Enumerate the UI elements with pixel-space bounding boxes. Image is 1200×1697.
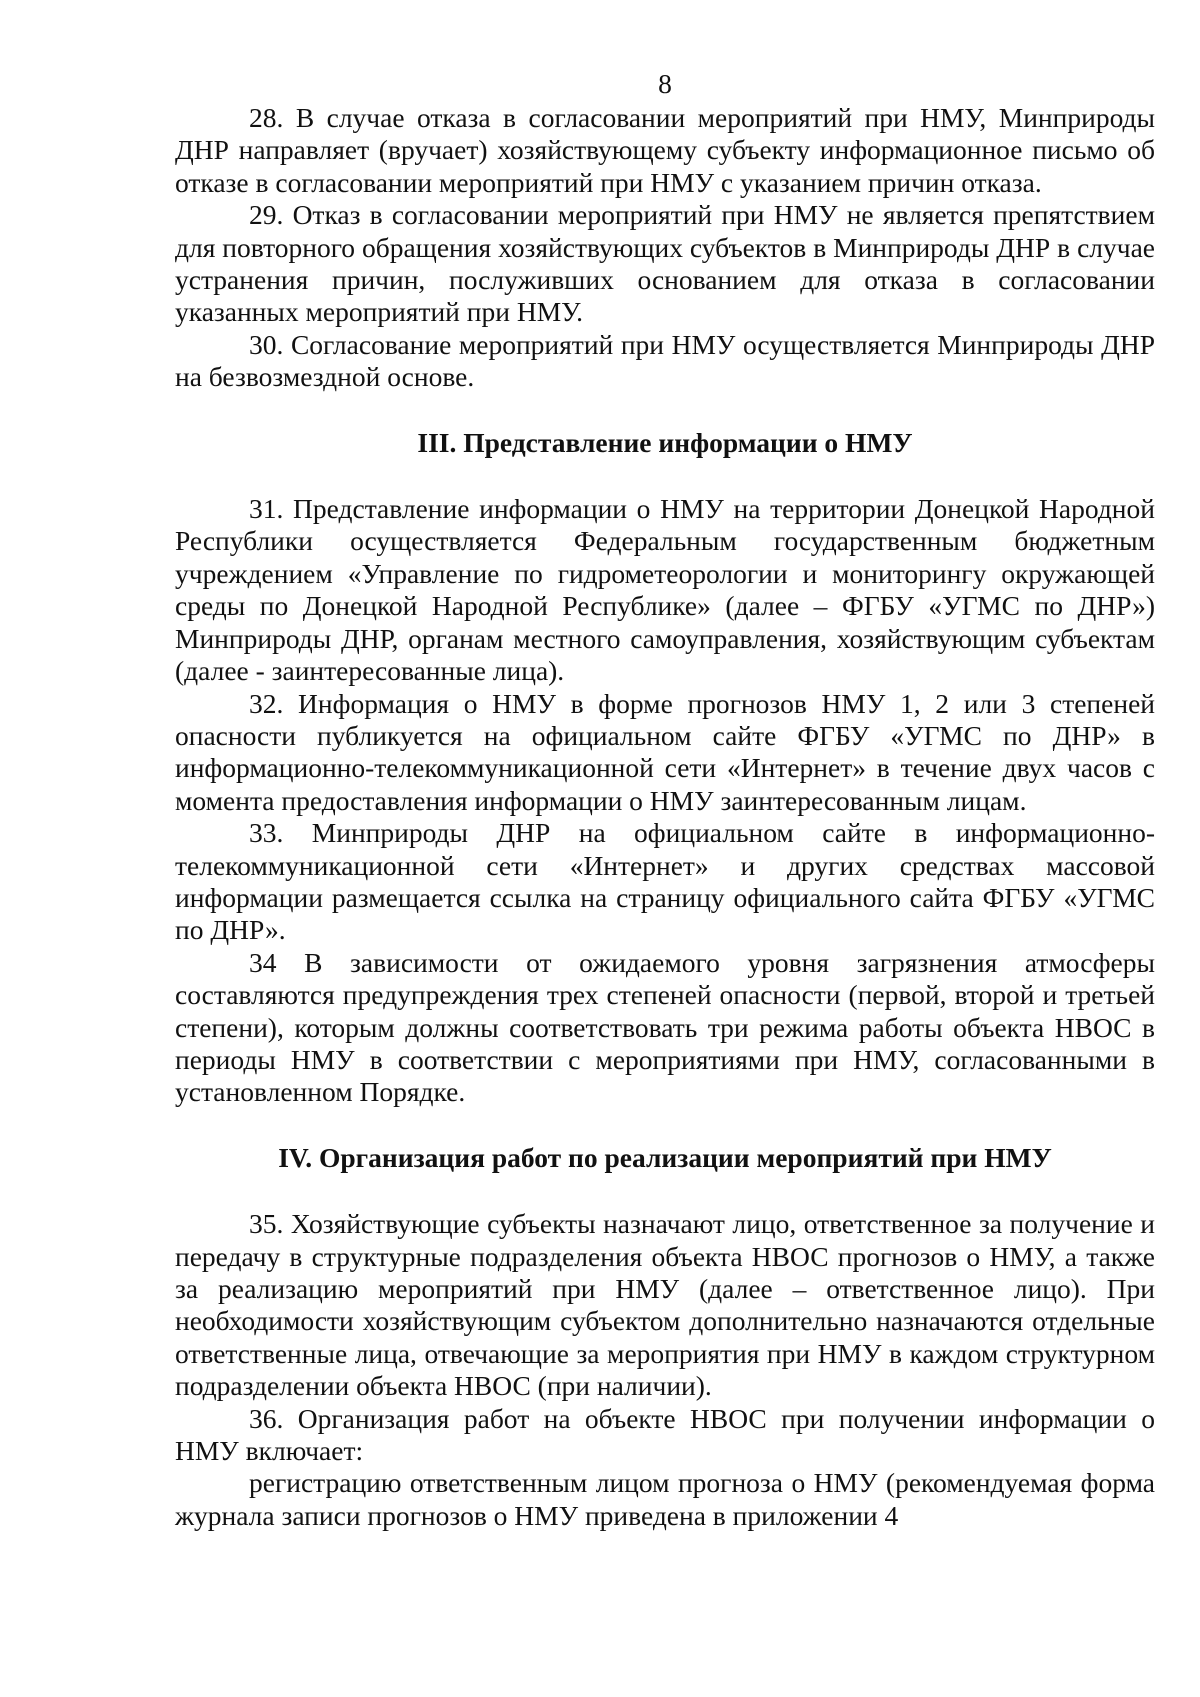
paragraph-36-item: регистрацию ответственным лицом прогноза о НМУ (рекомендуемая форма журнала записи прогнозов о НМУ приведена в приложении 4 [175, 1467, 1155, 1531]
paragraph-35: 35. Хозяйствующие субъекты назначают лицо, ответственное за получение и передачу в структурные подразделения объекта НВОС прогнозов о НМУ, а также за реализацию мероприятий при НМУ (далее – ответственное лицо). При необходимости хозяйствующим субъектом дополнительно назначаются отдельные ответственные лица, отвечающие за мероприятия при НМУ в каждом структурном подразделении объекта НВОС (при наличии). [175, 1208, 1155, 1402]
paragraph-36: 36. Организация работ на объекте НВОС при получении информации о НМУ включает: [175, 1402, 1155, 1467]
spacer [175, 394, 1155, 427]
paragraph-28: 28. В случае отказа в согласовании мероприятий при НМУ, Минприроды ДНР направляет (вручает) хозяйствующему субъекту информационное письмо об отказе в согласовании мероприятий при НМУ с указанием причин отказа. [175, 102, 1155, 198]
section-heading-iv: IV. Организация работ по реализации мероприятий при НМУ [278, 1141, 1052, 1173]
spacer [175, 459, 1155, 493]
paragraph-34: 34 В зависимости от ожидаемого уровня загрязнения атмосферы составляются предупреждения трех степеней опасности (первой, второй и третьей степени), которым должны соответствовать три режима работы объекта НВОС в периоды НМУ в соответствии с мероприятиями при НМУ, согласованными в установленном Порядке. [175, 946, 1155, 1108]
spacer [175, 1174, 1155, 1208]
document-page [175, 68, 1155, 1532]
paragraph-32: 32. Информация о НМУ в форме прогнозов НМУ 1, 2 или 3 степеней опасности публикуется на официальном сайте ФГБУ «УГМС по ДНР» в информационно-телекоммуникационной сети «Интернет» в течение двух часов с момента предоставления информации о НМУ заинтересованным лицам. [175, 687, 1155, 816]
paragraph-33: 33. Минприроды ДНР на официальном сайте в информационно-телекоммуникационной сети «Интернет» и других средствах массовой информации размещается ссылка на страницу официального сайта ФГБУ «УГМС по ДНР». [175, 817, 1155, 946]
spacer [175, 1109, 1155, 1142]
paragraph-31: 31. Представление информации о НМУ на территории Донецкой Народной Республики осуществляется Федеральным государственным бюджетным учреждением «Управление по гидрометеорологии и мониторингу окружающей среды по Донецкой Народной Республике» (далее – ФГБУ «УГМС по ДНР») Минприроды ДНР, органам местного самоуправления, хозяйствующим субъектам (далее - заинтересованные лица). [175, 493, 1155, 687]
paragraph-29: 29. Отказ в согласовании мероприятий при НМУ не является препятствием для повторного обращения хозяйствующих субъектов в Минприроды ДНР в случае устранения причин, послуживших основанием для отказа в согласовании указанных мероприятий при НМУ. [175, 199, 1155, 328]
paragraph-30: 30. Согласование мероприятий при НМУ осуществляется Минприроды ДНР на безвозмездной основе. [175, 328, 1155, 393]
section-heading-iii: III. Представление информации о НМУ [417, 426, 913, 458]
page-number: 8 [658, 68, 672, 99]
